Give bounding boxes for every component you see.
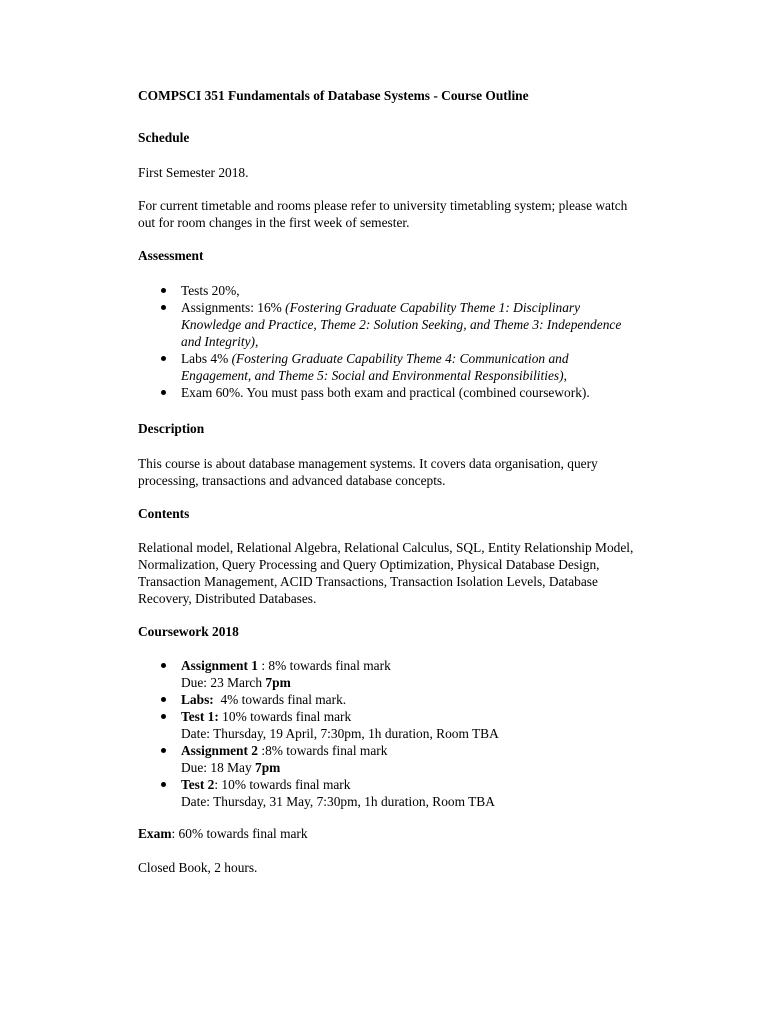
coursework-item <box>138 657 638 691</box>
coursework-item-detail: Date: Thursday, 19 April, 7:30pm, 1h duration, Room TBA <box>181 726 499 741</box>
coursework-item-label: Test 1: <box>181 709 219 724</box>
exam-line <box>138 825 638 842</box>
assessment-list <box>138 282 638 401</box>
assessment-item <box>138 350 638 384</box>
page-title: COMPSCI 351 Fundamentals of Database Systems - Course Outline <box>138 88 529 103</box>
exam-weight: : 60% towards final mark <box>171 826 308 841</box>
assessment-item-text: Labs 4% <box>181 351 232 366</box>
description-heading: Description <box>138 421 205 436</box>
coursework-item-label: Test 2 <box>181 777 215 792</box>
coursework-item-label: Labs: <box>181 692 214 707</box>
schedule-semester: First Semester 2018. <box>138 165 249 180</box>
coursework-item-weight: : 8% towards final mark <box>258 658 391 673</box>
contents-heading: Contents <box>138 506 190 521</box>
coursework-item-weight: : 10% towards final mark <box>214 777 351 792</box>
coursework-item-detail: Due: 23 March <box>181 675 266 690</box>
assessment-item-text: Exam 60%. You must pass both exam and practical (combined coursework). <box>181 385 590 400</box>
schedule-note: For current timetable and rooms please refer to university timetabling system; please watch out for room changes in the first week of semester. <box>138 198 628 230</box>
assessment-item <box>138 299 638 350</box>
coursework-item <box>138 776 638 810</box>
assessment-item-note: (Fostering Graduate Capability Theme 1: Disciplinary Knowledge and Practice, Theme 2: Solution Seeking, and Theme 3: Independence and Integrity), <box>181 300 622 349</box>
coursework-item <box>138 691 638 708</box>
assessment-item-text: Tests 20%, <box>181 283 240 298</box>
coursework-item <box>138 708 638 742</box>
assessment-item-note: (Fostering Graduate Capability Theme 4: Communication and Engagement, and Theme 5: Social and Environmental Responsibilities) <box>181 351 569 383</box>
coursework-item-weight: 10% towards final mark <box>218 709 352 724</box>
coursework-item-label: Assignment 2 <box>181 743 259 758</box>
coursework-item-weight: :8% towards final mark <box>258 743 388 758</box>
assessment-item-after: , <box>563 368 567 383</box>
coursework-list <box>138 657 638 810</box>
coursework-item-detail-time: 7pm <box>265 675 291 690</box>
schedule-heading: Schedule <box>138 130 190 145</box>
description-text: This course is about database management systems. It covers data organisation, query processing, transactions and advanced database concepts. <box>138 456 598 488</box>
assessment-item <box>138 282 638 299</box>
exam-note: Closed Book, 2 hours. <box>138 860 258 875</box>
exam-label: Exam <box>138 826 172 841</box>
coursework-item-weight: 4% towards final mark. <box>213 692 347 707</box>
assessment-item-text: Assignments: 16% <box>181 300 286 315</box>
assessment-item <box>138 384 638 401</box>
coursework-item <box>138 742 638 776</box>
assessment-heading: Assessment <box>138 248 204 263</box>
contents-text: Relational model, Relational Algebra, Relational Calculus, SQL, Entity Relationship Model, Normalization, Query Processing and Query Optimization, Physical Database Design, Transaction Management, ACID Transactions, Transaction Isolation Levels, Database Recovery, Distributed Databases. <box>138 540 634 606</box>
coursework-heading: Coursework 2018 <box>138 624 239 639</box>
coursework-item-detail: Due: 18 May <box>181 760 256 775</box>
coursework-item-label: Assignment 1 <box>181 658 259 673</box>
coursework-item-detail: Date: Thursday, 31 May, 7:30pm, 1h duration, Room TBA <box>181 794 495 809</box>
coursework-item-detail-time: 7pm <box>255 760 281 775</box>
